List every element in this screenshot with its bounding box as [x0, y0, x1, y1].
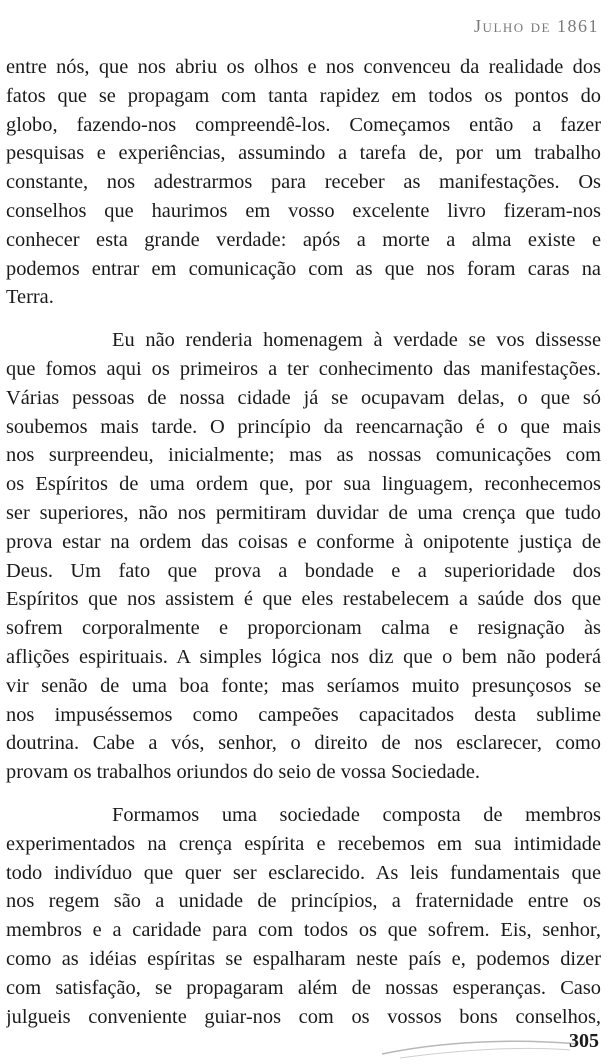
text-line: conhecer esta grande verdade: após a morte a alma existe e	[6, 228, 601, 251]
text-line: experimentados na crença espírita e recebemos em sua intimidade	[6, 832, 601, 855]
text-line: Formamos uma sociedade composta de membros	[112, 803, 601, 826]
text-line: doutrina. Cabe a vós, senhor, o direito de nos esclarecer, como	[6, 732, 601, 755]
text-line: com satisfação, se propagaram além de nossas esperanças. Caso	[6, 976, 601, 999]
text-line: Deus. Um fato que prova a bondade e a superioridade dos	[6, 559, 601, 582]
text-line: conselhos que haurimos em vosso excelente livro fizeram-nos	[6, 199, 601, 222]
text-line: entre nós, que nos abriu os olhos e nos convenceu da realidade dos	[6, 56, 601, 78]
paragraph-gap	[6, 312, 601, 326]
text-line: pesquisas e experiências, assumindo a tarefa de, por um trabalho	[6, 142, 601, 165]
text-line: nos surpreendeu, inicialmente; mas as nossas comunicações com	[6, 444, 601, 467]
text-line: aflições espirituais. A simples lógica nos diz que o bem não poderá	[6, 645, 601, 668]
text-line: membros e a caridade para com todos os que sofrem. Eis, senhor,	[6, 919, 601, 942]
paragraph-3	[6, 801, 601, 1031]
page-ornament-icon	[380, 1024, 580, 1064]
text-line: prova estar na ordem das coisas e conforme à onipotente justiça de	[6, 530, 601, 553]
text-line: Espíritos que nos assistem é que eles restabelecem a saúde dos que	[6, 588, 601, 611]
text-line: julgueis conveniente guiar-nos com os vossos bons conselhos,	[6, 1005, 601, 1028]
paragraph-1	[6, 53, 601, 312]
text-line: globo, fazendo-nos compreendê-los. Começamos então a fazer	[6, 113, 601, 136]
text-line: nos impuséssemos como campeões capacitados desta sublime	[6, 703, 601, 726]
text-line: sofrem corporalmente e proporcionam calma e resignação às	[6, 617, 601, 640]
page-number: 305	[569, 1030, 599, 1052]
text-line: vir senão de uma boa fonte; mas seríamos muito presunçosos se	[6, 674, 601, 697]
paragraph-gap	[6, 787, 601, 801]
paragraph-2	[6, 326, 601, 787]
text-line: soubemos mais tarde. O princípio da reencarnação é o que mais	[6, 415, 601, 438]
running-header: Julho de 1861	[474, 16, 599, 36]
text-line: como as idéias espíritas se espalharam neste país e, podemos dizer	[6, 947, 601, 970]
text-line: todo indivíduo que quer ser esclarecido. As leis fundamentais que	[6, 861, 601, 884]
text-line: Eu não renderia homenagem à verdade se vos dissesse	[112, 329, 601, 352]
text-line: fatos que se propagam com tanta rapidez em todos os pontos do	[6, 84, 601, 107]
text-line: nos regem são a unidade de princípios, a fraternidade entre os	[6, 890, 601, 913]
text-line: os Espíritos de uma ordem que, por sua linguagem, reconhecemos	[6, 473, 601, 496]
text-line: podemos entrar em comunicação com as que nos foram caras na	[6, 257, 601, 280]
text-line: ser superiores, não nos permitiram duvidar de uma crença que tudo	[6, 501, 601, 524]
text-line: Terra.	[6, 286, 54, 309]
text-line: constante, nos adestrarmos para receber as manifestações. Os	[6, 171, 601, 194]
text-line: que fomos aqui os primeiros a ter conhecimento das manifestações.	[6, 357, 601, 380]
body-text	[6, 53, 601, 1031]
text-line: provam os trabalhos oriundos do seio de vossa Sociedade.	[6, 761, 480, 784]
text-line: Várias pessoas de nossa cidade já se ocupavam delas, o que só	[6, 386, 601, 409]
